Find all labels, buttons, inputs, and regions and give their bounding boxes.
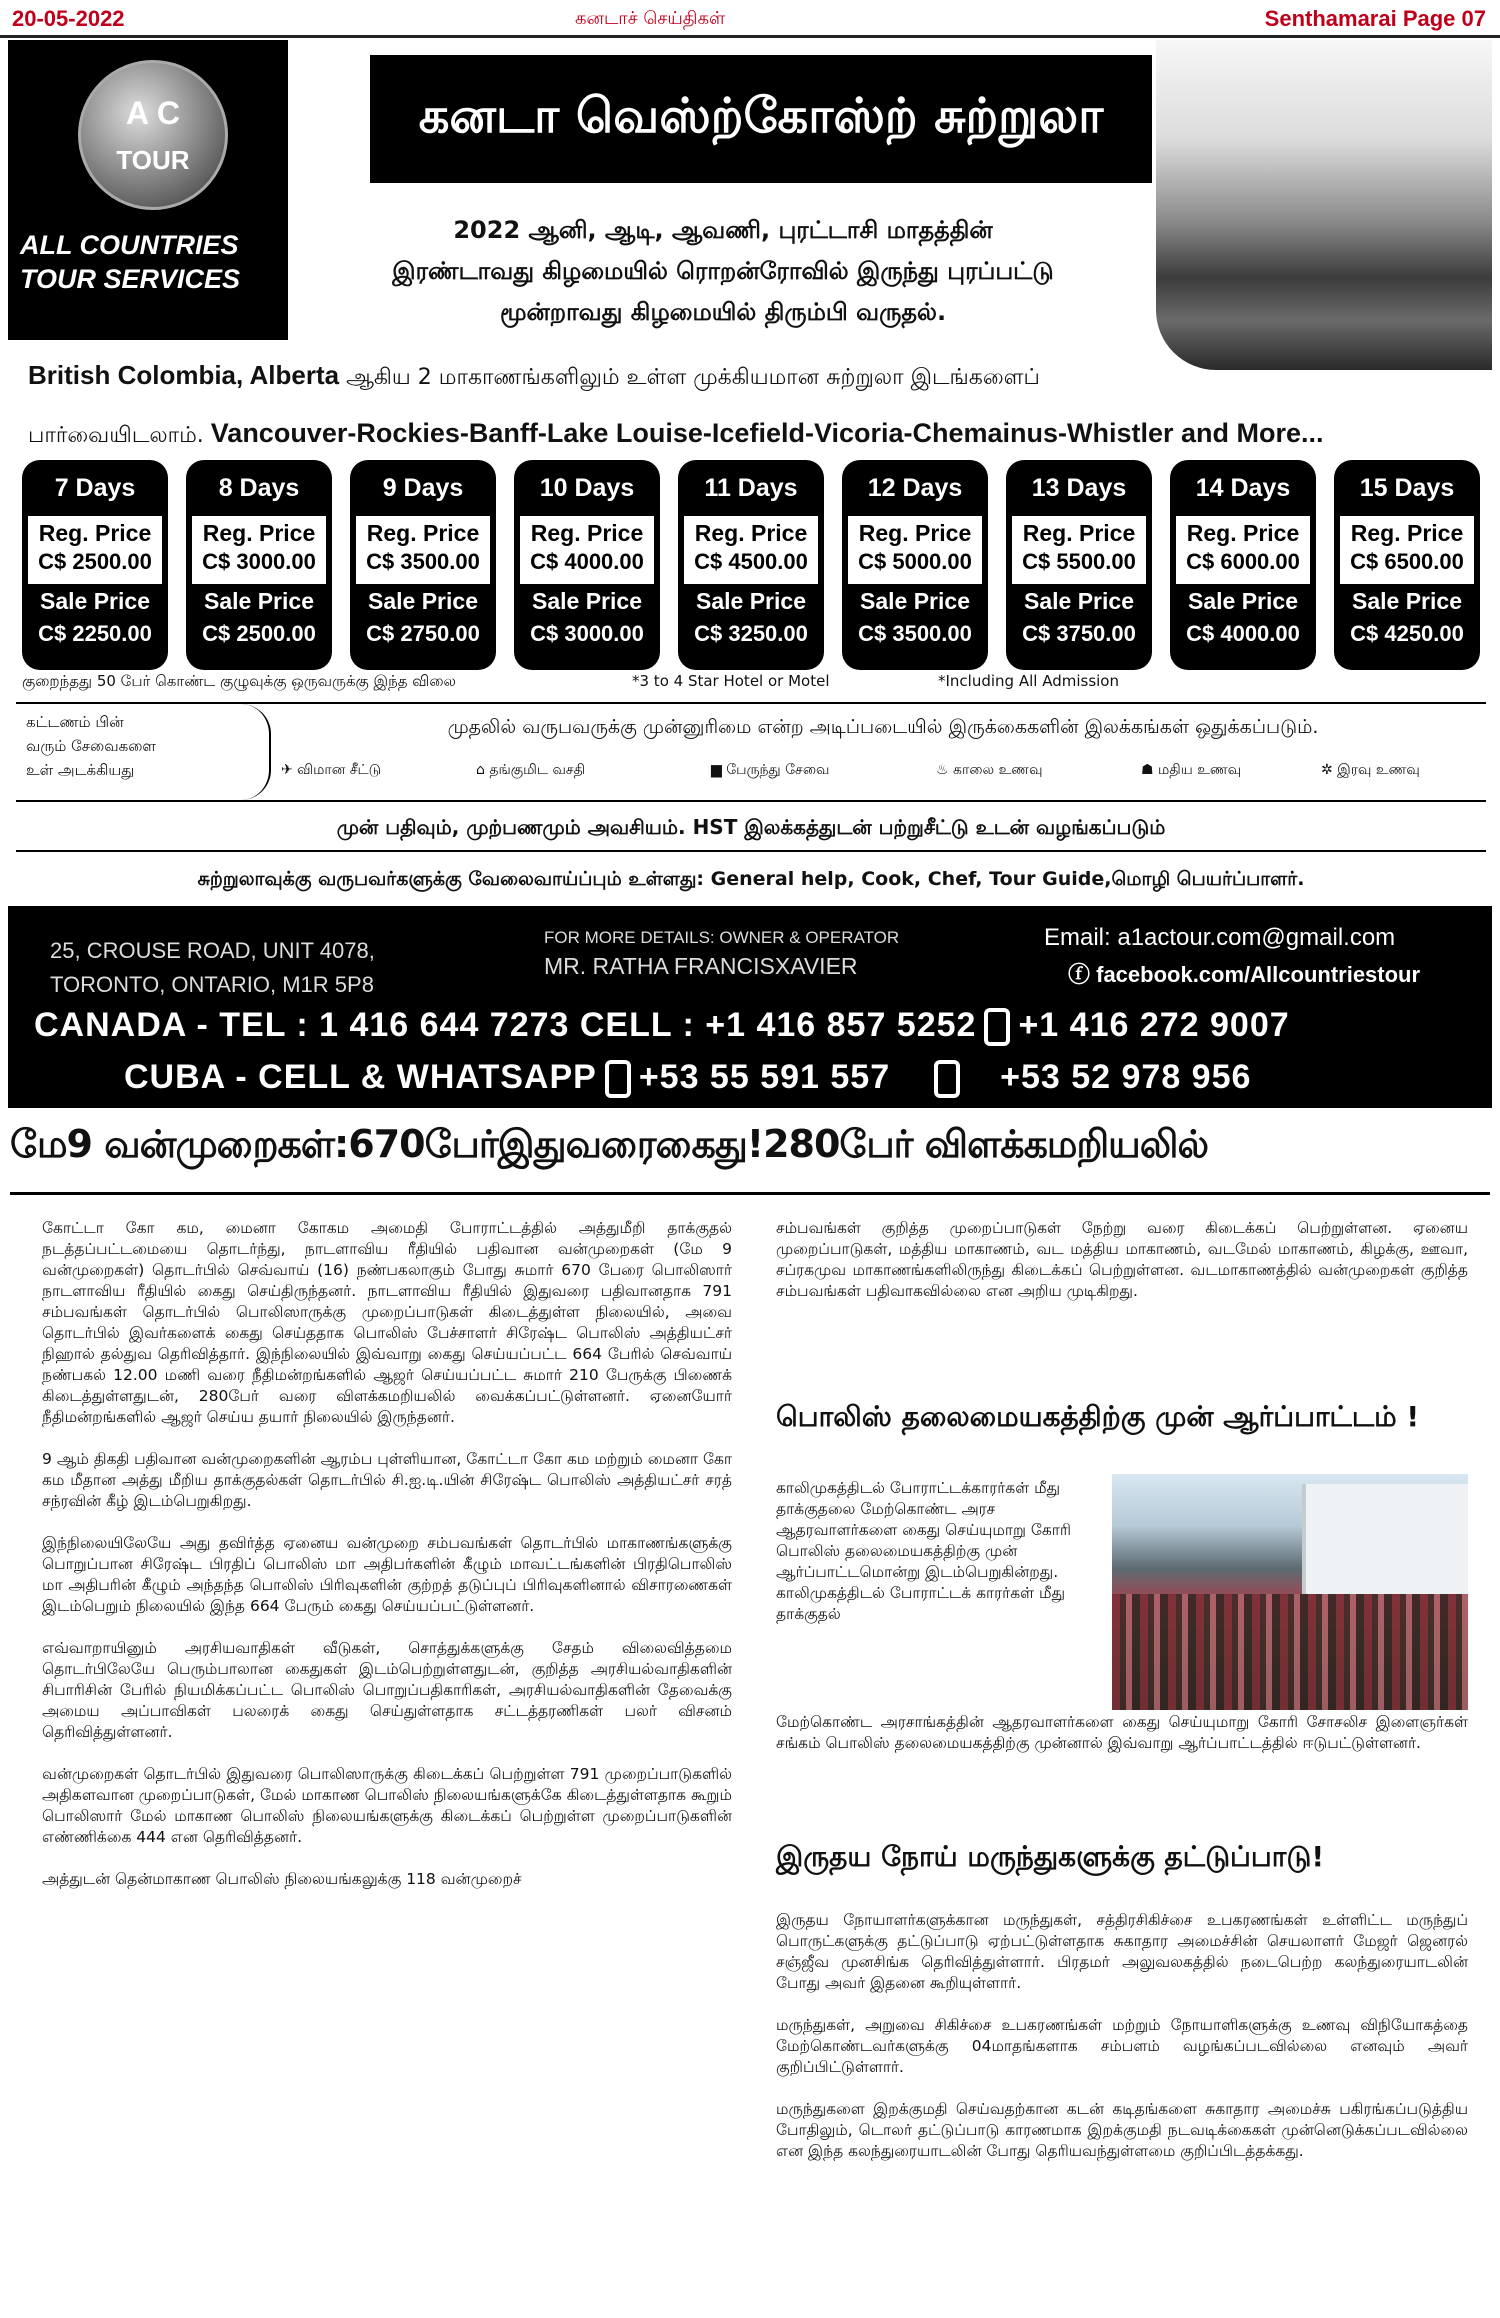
logo-subtitle-line: TOUR SERVICES — [20, 264, 241, 294]
sale-price: C$ 3500.00 — [858, 621, 972, 646]
package-card — [1006, 460, 1152, 670]
reg-price: C$ 3000.00 — [202, 549, 316, 574]
note-admission: *Including All Admission — [938, 672, 1119, 690]
package-days: 13 Days — [1031, 474, 1127, 502]
article-paragraph: கோட்டா கோ கம, மைனா கோகம அமைதி போராட்டத்தில் அத்துமீறி தாக்குதல் நடத்தப்பட்டமையை தொடர்ந்து, நாடளாவிய ரீதியில் பதிவான வன்முறைகள் (மே 9 வன்முறைகள்) தொடர்பில் செவ்வாய் (16) நண்பகலாகும் போது சுமார் 670 பேரை பொலிஸார் நாடளாவிய ரீதியில் கைது செய்திருந்தனர். நாடளாவிய ரீதியில் இதுவரை பதிவானதாக 791 சம்பவங்கள் தொடர்பில் பொலிஸாருக்கு முறைப்பாடுகள் கிடைத்துள்ள நிலையில், அவை தொடர்பில் இவர்களைக் கைது செய்ததாக பொலிஸ் பேச்சாளர் சிரேஷ்ட பொலிஸ் அத்தியட்சர் நிஹால் தல்துவ தெரிவித்தார். இந்நிலையில் இவ்வாறு கைது செய்யப்பட்ட 664 பேரில் செவ்வாய் நண்பகல் 12.00 மணி வரை நீதிமன்றங்களில் ஆஜர் செய்யப்பட்ட சுமார் 210 பேருக்கு பிணைக் கிடைத்துள்ளதுடன், 280பேர் வரை விளக்கமறியலில் வைக்கப்பட்டுள்ளனர். ஏனையோர் நீதிமன்றங்களில் ஆஜர் செய்ய தயார் நிலையில் இருந்தனர். — [42, 1219, 732, 1426]
breakfast-icon: ♨ காலை உணவு — [936, 762, 1043, 778]
reg-price-label: Reg. Price — [1350, 520, 1464, 546]
jobs-notice: சுற்றுலாவுக்கு வருபவர்களுக்கு வேலைவாய்ப்பும் உள்ளது: General help, Cook, Chef, Tour Guide,மொழி பெயர்ப்பாளர். — [197, 868, 1305, 890]
reg-price-label: Reg. Price — [1022, 520, 1136, 546]
article-paragraph: மருந்துகளை இறக்குமதி செய்வதற்கான கடன் கடிதங்களை சுகாதார அமைச்சு பகிரங்கப்படுத்திய போதிலும், டொலர் தட்டுப்பாடு காரணமாக இறக்குமதி நடவடிக்கைகள் முன்னெடுக்கப்படவில்லை என இந்த கலந்துரையாடலின் போது தெரியவந்துள்ளமை குறிப்பிடத்தக்கது. — [776, 2100, 1468, 2160]
article-paragraph: இருதய நோயாளர்களுக்கான மருந்துகள், சத்திரசிகிச்சை உபகரணங்கள் உள்ளிட்ட மருந்துப் பொருட்களுக்கு தட்டுப்பாடு ஏற்பட்டுள்ளதாக சுகாதார அமைச்சின் செயலாளர் மேஜர் ஜெனரல் சஞ்ஜீவ முனசிங்க தெரிவித்துள்ளார். பிரதமர் அலுவலகத்தில் நடைபெற்ற கலந்துரையாடலின் போது அவர் இதனை கூறியுள்ளார். — [776, 1911, 1468, 1992]
owner-info — [544, 924, 899, 980]
reg-price-label: Reg. Price — [1186, 520, 1300, 546]
reg-price-label: Reg. Price — [38, 520, 152, 546]
ad-title: கனடா வெஸ்ற்கோஸ்ற் சுற்றுலா — [370, 55, 1152, 183]
tour-dates-line: இரண்டாவது கிழமையில் ரொறன்ரோவில் இருந்து புரப்பட்டு — [392, 257, 1054, 285]
logo-word: TOUR — [116, 145, 190, 175]
contact-bar — [8, 906, 1492, 1108]
mobile-phone-icon — [934, 1060, 960, 1098]
sale-price: C$ 2750.00 — [366, 621, 480, 646]
article-column-left — [42, 1218, 732, 1911]
tour-dates-line: மூன்றாவது கிழமையில் திரும்பி வருதல். — [499, 298, 947, 326]
lunch-icon: ☗ மதிய உணவு — [1141, 762, 1242, 778]
tour-dates — [298, 210, 1148, 333]
sale-price-label: Sale Price — [204, 588, 314, 614]
facebook-link[interactable]: ⓕ facebook.com/Allcountriestour — [1068, 962, 1421, 987]
reg-price: C$ 5500.00 — [1022, 549, 1136, 574]
article-paragraph: எவ்வாறாயினும் அரசியவாதிகள் வீடுகள், சொத்துக்களுக்கு சேதம் விலைவித்தமை தொடர்பிலேயே பெரும்பாலான கைதுகள் இடம்பெற்றுள்ளதுடன், குறித்த அரசியல்வாதிகளின் சிபாரிசின் பேரில் நியமிக்கப்பட்ட பொலிஸ் பொறுப்பதிகாரிகள், அரசியல்வாதிகளின் தேவைக்கு அமைய அப்பாவிகள் பலரைக் கைது செய்துள்ளதாக சட்டத்தரணிகள் பலர் விசனம் தெரிவித்துள்ளனர். — [42, 1639, 732, 1741]
provinces-names: British Colombia, Alberta — [28, 360, 340, 390]
sale-price: C$ 3250.00 — [694, 621, 808, 646]
sale-price-label: Sale Price — [1024, 588, 1134, 614]
address-line: TORONTO, ONTARIO, M1R 5P8 — [50, 972, 374, 997]
globe-icon — [78, 60, 228, 210]
package-list — [22, 460, 1482, 670]
police-building-image — [1302, 1484, 1468, 1594]
package-days: 12 Days — [867, 474, 963, 502]
main-headline: மே9 வன்முறைகள்:670பேர்இதுவரைகைது!280பேர் விளக்கமறியலில் — [10, 1122, 1490, 1195]
reg-price-label: Reg. Price — [366, 520, 480, 546]
sale-price: C$ 2250.00 — [38, 621, 152, 646]
tour-dates-line: 2022 ஆனி, ஆடி, ஆவணி, புரட்டாசி மாதத்தின் — [453, 216, 993, 244]
prereg-notice: முன் பதிவும், முற்பணமும் அவசியம். HST இலக்கத்துடன் பற்றுசீட்டு உடன் வழங்கப்படும் — [16, 802, 1486, 852]
package-card — [842, 460, 988, 670]
cuba-phone-1: +53 55 591 557 — [638, 1058, 891, 1096]
package-days: 10 Days — [539, 474, 635, 502]
owner-label: FOR MORE DETAILS: OWNER & OPERATOR — [544, 928, 900, 947]
canada-phones — [34, 1006, 1290, 1046]
provinces-text: ஆகிய 2 மாகாணங்களிலும் உள்ள முக்கியமான சுற்றுலா இடங்களைப் — [339, 365, 1040, 390]
reg-price: C$ 4000.00 — [530, 549, 644, 574]
mobile-phone-icon — [984, 1008, 1010, 1046]
canada-phone-2: +1 416 272 9007 — [1018, 1006, 1290, 1044]
owner-name: MR. RATHA FRANCISXAVIER — [544, 953, 858, 979]
ac-tour-logo — [8, 40, 288, 340]
included-line: வரும் சேவைகளை — [26, 737, 156, 755]
sale-price: C$ 4000.00 — [1186, 621, 1300, 646]
reg-price-label: Reg. Price — [530, 520, 644, 546]
route-line — [28, 418, 1498, 451]
article-paragraph: இந்நிலையிலேயே அது தவிர்த்த ஏனைய வன்முறை சம்பவங்கள் தொடர்பில் மாகாணங்களுக்கு பொறுப்பான சிரேஷ்ட பிரதிப் பொலிஸ் மா அதிபர்களின் கீழும் மாவட்டங்களின் பிரதிபொலிஸ் மா அதிபரின் கீழும் அந்தந்த பொலிஸ் பிரிவுகளின் குற்றத் தடுப்புப் பிரிவுகளினால் விசாரணைகள் இடம்பெறும் நிலையில் இந்த 664 பேரும் கைது செய்யப்பட்டுள்ளனர். — [42, 1534, 732, 1615]
package-card — [186, 460, 332, 670]
tour-advertisement — [8, 40, 1492, 1108]
sale-price-label: Sale Price — [532, 588, 642, 614]
email-link[interactable]: Email: a1actour.com@gmail.com — [1044, 924, 1396, 951]
section-name: கனடாச் செய்திகள் — [575, 8, 726, 29]
issue-date: 20-05-2022 — [12, 6, 125, 31]
address-line: 25, CROUSE ROAD, UNIT 4078, — [50, 938, 375, 963]
protest-text-continued: மேற்கொண்ட அரசாங்கத்தின் ஆதரவாளர்களை கைது செய்யுமாறு கோரி சோசலிச இளைஞர்கள் சங்கம் பொலிஸ் தலைமையகத்திற்கு முன்னால் இவ்வாறு ஆர்ப்பாட்டத்தில் ஈடுபட்டுள்ளனர். — [776, 1713, 1468, 1752]
package-days: 15 Days — [1359, 474, 1455, 502]
reg-price: C$ 3500.00 — [366, 549, 480, 574]
sale-price: C$ 4250.00 — [1350, 621, 1464, 646]
package-days: 8 Days — [218, 474, 300, 502]
included-label — [16, 704, 271, 800]
package-card — [22, 460, 168, 670]
package-card — [1170, 460, 1316, 670]
included-line: உள் அடக்கியது — [26, 761, 135, 779]
article-paragraph: மருந்துகள், அறுவை சிகிச்சை உபகரணங்கள் மற்றும் நோயாளிகளுக்கு உணவு விநியோகத்தை மேற்கொண்டவர்களுக்கு 04மாதங்களாக சம்பளம் வழங்கப்படவில்லை எனவும் அவர் குறிப்பிட்டுள்ளார். — [776, 2016, 1468, 2076]
canada-phone-text: CANADA - TEL : 1 416 644 7273 CELL : +1 416 857 5252 — [34, 1006, 977, 1044]
logo-letters: A C — [126, 95, 180, 131]
dinner-icon: ✲ இரவு உணவு — [1321, 762, 1420, 778]
sale-price-label: Sale Price — [368, 588, 478, 614]
reg-price: C$ 2500.00 — [38, 549, 152, 574]
cuba-label: CUBA - CELL & WHATSAPP — [124, 1058, 597, 1096]
protest-photo — [1112, 1474, 1468, 1710]
heart-medicine-headline: இருதய நோய் மருந்துகளுக்கு தட்டுப்பாடு! — [776, 1840, 1325, 1873]
reg-price: C$ 6000.00 — [1186, 549, 1300, 574]
included-line: கட்டணம் பின் — [26, 713, 124, 731]
visit-text: பார்வையிடலாம். — [28, 423, 211, 448]
logo-subtitle — [20, 228, 280, 296]
sale-price-label: Sale Price — [696, 588, 806, 614]
priority-text: முதலில் வருபவருக்கு முன்னுரிமை என்ற அடிப்படையில் இருக்கைகளின் இலக்கங்கள் ஒதுக்கப்படும். — [447, 716, 1319, 738]
cuba-phone-2: +53 52 978 956 — [1000, 1058, 1252, 1096]
reg-price-label: Reg. Price — [694, 520, 808, 546]
bus-icon: ▆ பேருந்து சேவை — [711, 762, 830, 778]
sale-price-label: Sale Price — [1352, 588, 1462, 614]
page-number: Senthamarai Page 07 — [1264, 6, 1486, 31]
package-card — [514, 460, 660, 670]
package-card — [1334, 460, 1480, 670]
hotel-icon: ⌂ தங்குமிட வசதி — [476, 762, 586, 778]
reg-price-label: Reg. Price — [858, 520, 972, 546]
heart-medicine-article — [776, 1910, 1468, 2183]
protest-headline: பொலிஸ் தலைமையகத்திற்கு முன் ஆர்ப்பாட்டம் ! — [776, 1400, 1420, 1433]
article-paragraph: 9 ஆம் திகதி பதிவான வன்முறைகளின் ஆரம்ப புள்ளியான, கோட்டா கோ கம மற்றும் மைனா கோ கம மீதான அத்து மீறிய தாக்குதல்கள் தொடர்பில் சி.ஐ.டி.யின் சிரேஷ்ட பொலிஸ் அத்தியட்சர் சரத் சந்ரவின் கீழ் இடம்பெறுகிறது. — [42, 1450, 732, 1510]
flight-icon: ✈ விமான சீட்டு — [281, 762, 382, 778]
package-card — [678, 460, 824, 670]
page-header — [0, 0, 1500, 38]
article-column-right-top — [776, 1218, 1468, 1323]
logo-subtitle-line: ALL COUNTRIES — [20, 230, 239, 260]
note-group: குறைந்தது 50 பேர் கொண்ட குழுவுக்கு ஒருவருக்கு இந்த விலை — [22, 672, 457, 690]
package-card — [350, 460, 496, 670]
cuba-phones — [124, 1058, 1251, 1098]
article-paragraph: அத்துடன் தென்மாகாண பொலிஸ் நிலையங்கலுக்கு 118 வன்முறைச் — [42, 1870, 522, 1888]
reg-price: C$ 6500.00 — [1350, 549, 1464, 574]
reg-price-label: Reg. Price — [202, 520, 316, 546]
provinces-line — [28, 360, 1488, 393]
reg-price: C$ 4500.00 — [694, 549, 808, 574]
route-places: Vancouver-Rockies-Banff-Lake Louise-Icefield-Vicoria-Chemainus-Whistler and More... — [210, 418, 1324, 448]
note-hotel: *3 to 4 Star Hotel or Motel — [632, 672, 830, 690]
article-paragraph: வன்முறைகள் தொடர்பில் இதுவரை பொலிஸாருக்கு கிடைக்கப் பெற்றுள்ள 791 முறைப்பாடுகளில் அதிகளவான முறைப்பாடுகள், மேல் மாகாண பொலிஸ் நிலையங்களுக்கே கிடைத்துள்ளதாக கூறும் பொலிஸார் மேல் மாகாண பொலிஸ் நிலையங்களுக்கு கிடைக்கப் பெற்றுள்ள முறைப்பாடுகளின் எண்ணிக்கை 444 என தெரிவித்தனர். — [42, 1765, 732, 1846]
reg-price: C$ 5000.00 — [858, 549, 972, 574]
package-days: 9 Days — [382, 474, 464, 502]
sale-price-label: Sale Price — [1188, 588, 1298, 614]
sale-price: C$ 3000.00 — [530, 621, 644, 646]
protest-text: காலிமுகத்திடல் போராட்டக்காரர்கள் மீது தாக்குதலை மேற்கொண்ட அரச ஆதரவாளர்களை கைது செய்யுமாறு கோரி பொலிஸ் தலைமையகத்திற்கு முன் ஆர்ப்பாட்டமொன்று இடம்பெறுகின்றது. காலிமுகத்திடல் போராட்டக் காரர்கள் மீது தாக்குதல் — [776, 1479, 1072, 1623]
sale-price-label: Sale Price — [40, 588, 150, 614]
package-days: 7 Days — [54, 474, 136, 502]
package-days: 11 Days — [704, 474, 798, 502]
services-box — [16, 702, 1486, 802]
address — [50, 934, 375, 1002]
sale-price: C$ 2500.00 — [202, 621, 316, 646]
crowd-image — [1112, 1594, 1468, 1710]
mountain-lake-photo — [1156, 40, 1492, 370]
mobile-phone-icon — [605, 1060, 631, 1098]
article-paragraph: சம்பவங்கள் குறித்த முறைப்பாடுகள் நேற்று வரை கிடைக்கப் பெற்றுள்ளன. ஏனைய முறைப்பாடுகள், மத்திய மாகாணம், வட மத்திய மாகாணம், வடமேல் மாகாணம், கிழக்கு, ஊவா, சப்ரகமுவ மாகாணங்களிலிருந்து கிடைக்கப் பெற்றுள்ளன. வடமாகாணத்தில் வன்முறைகள் குறித்த சம்பவங்கள் பதிவாகவில்லை என அறிய முடிகிறது. — [776, 1219, 1468, 1300]
package-days: 14 Days — [1195, 474, 1291, 502]
sale-price-label: Sale Price — [860, 588, 970, 614]
sale-price: C$ 3750.00 — [1022, 621, 1136, 646]
